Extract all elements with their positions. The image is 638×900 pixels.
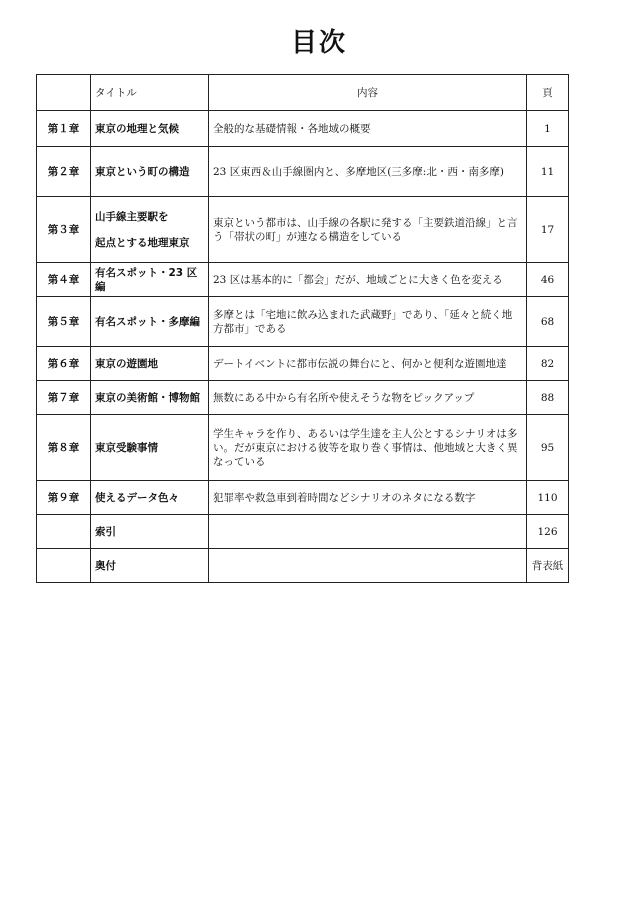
chapter-number: 第３章	[37, 197, 91, 263]
chapter-number: 第４章	[37, 263, 91, 297]
chapter-title	[91, 515, 209, 549]
chapter-number: 第７章	[37, 381, 91, 415]
chapter-content: 23 区東西＆山手線圏内と、多摩地区(三多摩:北・西・南多摩)	[209, 147, 527, 197]
chapter-number	[37, 549, 91, 583]
toc-row	[37, 347, 569, 381]
chapter-title-line: 東京の遊園地	[95, 357, 158, 370]
toc-row	[37, 549, 569, 583]
chapter-title	[91, 111, 209, 147]
chapter-content: デートイベントに都市伝説の舞台にと、何かと便利な遊園地達	[209, 347, 527, 381]
chapter-title	[91, 481, 209, 515]
chapter-content: 東京という都市は、山手線の各駅に発する「主要鉄道沿線」と言う「帯状の町」が連なる構造をしている	[209, 197, 527, 263]
chapter-title-line: 起点とする地理東京	[95, 236, 190, 249]
page-number: 110	[527, 481, 569, 515]
toc-row	[37, 415, 569, 481]
toc-row	[37, 297, 569, 347]
toc-row	[37, 111, 569, 147]
chapter-title	[91, 197, 209, 263]
page-number: 82	[527, 347, 569, 381]
chapter-title-line: 東京の地理と気候	[95, 122, 179, 135]
chapter-number	[37, 515, 91, 549]
toc-body	[37, 111, 569, 583]
chapter-number: 第８章	[37, 415, 91, 481]
chapter-title-line: 東京という町の構造	[95, 165, 190, 178]
chapter-content: 全般的な基礎情報・各地域の概要	[209, 111, 527, 147]
chapter-title-line: 索引	[95, 525, 116, 538]
chapter-title	[91, 381, 209, 415]
chapter-title-line: 山手線主要駅を	[95, 210, 169, 223]
chapter-content	[209, 549, 527, 583]
toc-row	[37, 381, 569, 415]
chapter-number: 第９章	[37, 481, 91, 515]
page-number: 68	[527, 297, 569, 347]
chapter-number: 第２章	[37, 147, 91, 197]
chapter-title	[91, 549, 209, 583]
toc-row	[37, 147, 569, 197]
toc-row	[37, 263, 569, 297]
toc-row	[37, 515, 569, 549]
toc-row	[37, 481, 569, 515]
header-chapter	[37, 75, 91, 111]
chapter-title-line: 東京の美術館・博物館	[95, 391, 200, 404]
page-title: 目次	[290, 28, 347, 58]
chapter-content: 学生キャラを作り、あるいは学生達を主人公とするシナリオは多い。だが東京における彼等を取り巻く事情は、他地域と大きく異なっている	[209, 415, 527, 481]
chapter-title	[91, 263, 209, 297]
chapter-content: 多摩とは「宅地に飲み込まれた武蔵野」であり、「延々と続く地方都市」である	[209, 297, 527, 347]
chapter-title	[91, 297, 209, 347]
chapter-content: 無数にある中から有名所や使えそうな物をピックアップ	[209, 381, 527, 415]
page-number: 背表紙	[527, 549, 569, 583]
chapter-title	[91, 347, 209, 381]
chapter-number: 第６章	[37, 347, 91, 381]
chapter-title-line: 東京受験事情	[95, 441, 158, 454]
page-number: 88	[527, 381, 569, 415]
chapter-title-line: 有名スポット・多摩編	[95, 315, 200, 328]
chapter-content	[209, 515, 527, 549]
chapter-title-line: 使えるデータ色々	[95, 491, 179, 504]
chapter-title-line: 奥付	[95, 559, 116, 572]
chapter-number: 第５章	[37, 297, 91, 347]
toc-row	[37, 197, 569, 263]
page-number: 95	[527, 415, 569, 481]
page-number: 46	[527, 263, 569, 297]
chapter-title-line: 有名スポット・23 区編	[95, 266, 198, 293]
chapter-content: 犯罪率や救急車到着時間などシナリオのネタになる数字	[209, 481, 527, 515]
page-number: 11	[527, 147, 569, 197]
header-page: 頁	[527, 75, 569, 111]
chapter-title	[91, 415, 209, 481]
page-number: 1	[527, 111, 569, 147]
chapter-number: 第１章	[37, 111, 91, 147]
toc-header-row	[37, 75, 569, 111]
page-number: 126	[527, 515, 569, 549]
chapter-title	[91, 147, 209, 197]
header-title: タイトル	[91, 75, 209, 111]
chapter-content: 23 区は基本的に「都会」だが、地域ごとに大きく色を変える	[209, 263, 527, 297]
header-content: 内容	[209, 75, 527, 111]
toc-table	[36, 74, 569, 583]
page-number: 17	[527, 197, 569, 263]
